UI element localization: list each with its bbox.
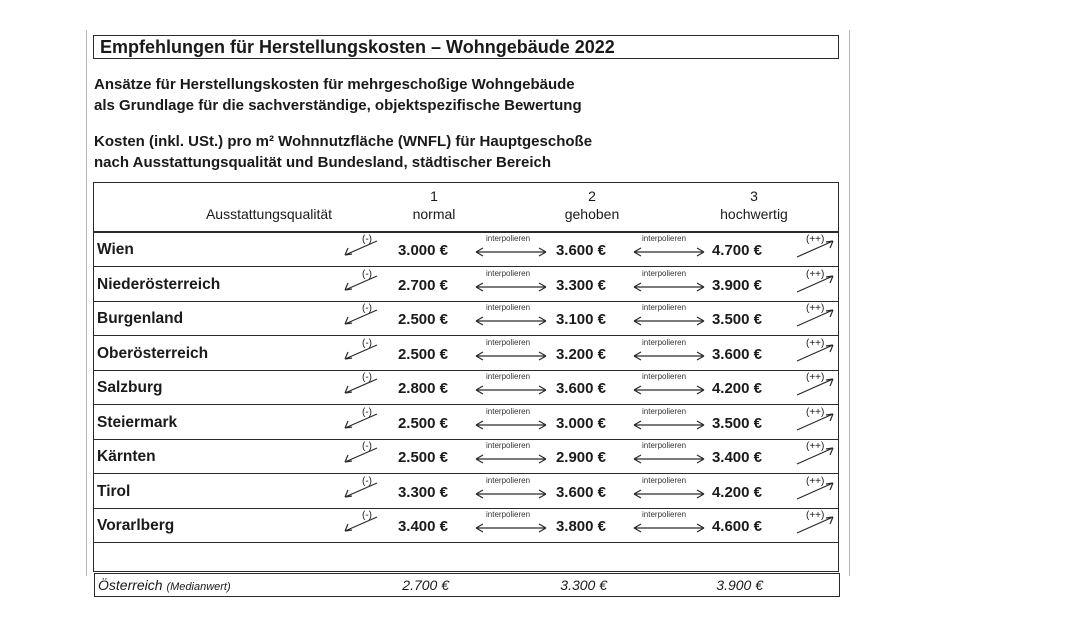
intro-text-2: Kosten (inkl. USt.) pro m² Wohnnutzfläche (WNFL) für Hauptgeschoße nach Ausstattungsqualität und Bundesland, städtischer Bereich — [94, 133, 593, 171]
up-right-arrow-icon — [796, 377, 834, 397]
intro-text-1: Ansätze für Herstellungskosten für mehrgeschoßige Wohngebäude als Grundlage für die sachverständige, objektspezifische Bewertung — [94, 76, 582, 114]
up-right-arrow-icon — [796, 274, 834, 294]
price-normal: 3.400 € — [397, 518, 448, 535]
state-name: Niederösterreich — [97, 275, 221, 293]
price-gehoben: 3.200 € — [555, 345, 606, 363]
median-price-hochwertig: 3.900 € — [716, 577, 763, 593]
table-row — [94, 406, 838, 440]
state-name: Salzburg — [97, 379, 163, 396]
price-gehoben: 3.600 € — [555, 380, 606, 397]
table-row — [94, 509, 838, 543]
minus-mark: (-) — [362, 337, 372, 349]
price-hochwertig: 3.500 € — [711, 414, 762, 432]
up-right-arrow-icon — [796, 515, 834, 535]
minus-mark: (-) — [362, 268, 372, 280]
interpolate-label: interpolieren — [486, 372, 531, 381]
price-normal: 2.500 € — [397, 311, 448, 328]
state-name: Wien — [97, 241, 134, 258]
price-hochwertig: 3.600 € — [711, 345, 762, 363]
price-normal: 2.700 € — [397, 276, 448, 294]
header-level-3-name: hochwertig — [720, 206, 788, 222]
header-level-2-num: 2 — [588, 188, 596, 204]
state-name: Burgenland — [97, 310, 184, 327]
down-left-arrow-icon — [344, 308, 378, 326]
interpolate-label: interpolieren — [486, 510, 531, 519]
interpolate-label: interpolieren — [642, 406, 687, 416]
state-name: Kärnten — [97, 448, 156, 465]
up-right-arrow-icon — [796, 343, 834, 363]
state-name: Steiermark — [97, 413, 178, 431]
interpolate-label: interpolieren — [642, 372, 687, 381]
table-row — [94, 302, 838, 336]
up-right-arrow-icon — [796, 308, 834, 328]
plus-mark: (++) — [806, 268, 825, 280]
header-level-1-name: normal — [412, 206, 456, 222]
interpolate-label: interpolieren — [486, 441, 531, 450]
median-price-gehoben: 3.300 € — [560, 577, 607, 593]
median-row — [94, 573, 840, 597]
price-normal: 3.000 € — [397, 242, 448, 259]
plus-mark: (++) — [806, 234, 825, 245]
plus-mark: (++) — [806, 475, 825, 487]
price-gehoben: 3.100 € — [555, 311, 606, 328]
row-divider — [94, 542, 838, 543]
minus-mark: (-) — [362, 441, 372, 452]
interpolate-label: interpolieren — [642, 441, 687, 450]
up-right-arrow-icon — [796, 446, 834, 466]
down-left-arrow-icon — [344, 446, 378, 464]
price-hochwertig: 3.500 € — [711, 311, 762, 328]
table-row — [94, 475, 838, 509]
up-right-arrow-icon — [796, 239, 834, 259]
interpolate-label: interpolieren — [486, 303, 531, 312]
minus-mark: (-) — [362, 372, 372, 383]
sheet-title: Empfehlungen für Herstellungskosten – Wohngebäude 2022 — [93, 35, 839, 59]
header-level-3-num: 3 — [750, 188, 758, 204]
price-gehoben: 3.600 € — [555, 242, 606, 259]
price-gehoben: 3.000 € — [555, 414, 606, 432]
price-hochwertig: 4.600 € — [711, 518, 762, 535]
up-right-arrow-icon — [796, 412, 834, 432]
down-left-arrow-icon — [344, 343, 378, 361]
price-hochwertig: 4.200 € — [711, 380, 762, 397]
table-row — [94, 371, 838, 405]
price-normal: 2.500 € — [397, 414, 448, 432]
down-left-arrow-icon — [344, 481, 378, 499]
interpolate-label: interpolieren — [642, 510, 687, 519]
minus-mark: (-) — [362, 406, 372, 418]
down-left-arrow-icon — [344, 274, 378, 292]
plus-mark: (++) — [806, 303, 825, 314]
header-level-2-name: gehoben — [564, 206, 620, 222]
price-gehoben: 3.800 € — [555, 518, 606, 535]
price-hochwertig: 4.700 € — [711, 242, 762, 259]
median-price-normal: 2.700 € — [402, 577, 449, 593]
price-hochwertig: 3.900 € — [711, 276, 762, 294]
state-name: Oberösterreich — [97, 344, 209, 362]
price-hochwertig: 3.400 € — [711, 449, 762, 466]
cost-table — [93, 182, 839, 593]
state-name: Tirol — [97, 482, 131, 500]
interpolate-label: interpolieren — [486, 234, 531, 243]
price-normal: 2.800 € — [397, 380, 448, 397]
price-normal: 2.500 € — [397, 345, 448, 363]
interpolate-label: interpolieren — [486, 475, 531, 485]
down-left-arrow-icon — [344, 377, 378, 395]
price-normal: 3.300 € — [397, 483, 448, 501]
price-gehoben: 3.300 € — [555, 276, 606, 294]
down-left-arrow-icon — [344, 515, 378, 533]
down-left-arrow-icon — [344, 239, 378, 257]
plus-mark: (++) — [806, 441, 825, 452]
interpolate-label: interpolieren — [486, 268, 531, 278]
down-left-arrow-icon — [344, 412, 378, 430]
price-gehoben: 3.600 € — [555, 483, 606, 501]
plus-mark: (++) — [806, 337, 825, 349]
minus-mark: (-) — [362, 475, 372, 487]
interpolate-label: interpolieren — [486, 337, 531, 347]
minus-mark: (-) — [362, 510, 372, 521]
interpolate-label: interpolieren — [642, 475, 687, 485]
price-normal: 2.500 € — [397, 449, 448, 466]
cost-sheet — [86, 30, 850, 593]
table-row — [94, 337, 838, 371]
interpolate-label: interpolieren — [642, 337, 687, 347]
price-gehoben: 2.900 € — [555, 449, 606, 466]
up-right-arrow-icon — [796, 481, 834, 501]
interpolate-label: interpolieren — [486, 406, 531, 416]
table-row — [94, 440, 838, 474]
interpolate-label: interpolieren — [642, 234, 687, 243]
interpolate-label: interpolieren — [642, 268, 687, 278]
plus-mark: (++) — [806, 510, 825, 521]
price-hochwertig: 4.200 € — [711, 483, 762, 501]
header-level-1-num: 1 — [430, 188, 438, 204]
plus-mark: (++) — [806, 372, 825, 383]
minus-mark: (-) — [362, 234, 372, 245]
plus-mark: (++) — [806, 406, 825, 418]
interpolate-label: interpolieren — [642, 303, 687, 312]
median-label: Österreich (Medianwert) — [98, 577, 231, 593]
table-row — [94, 268, 838, 302]
header-quality-label: Ausstattungsqualität — [205, 206, 333, 222]
state-name: Vorarlberg — [97, 517, 175, 534]
table-row — [94, 233, 838, 267]
minus-mark: (-) — [362, 303, 372, 314]
